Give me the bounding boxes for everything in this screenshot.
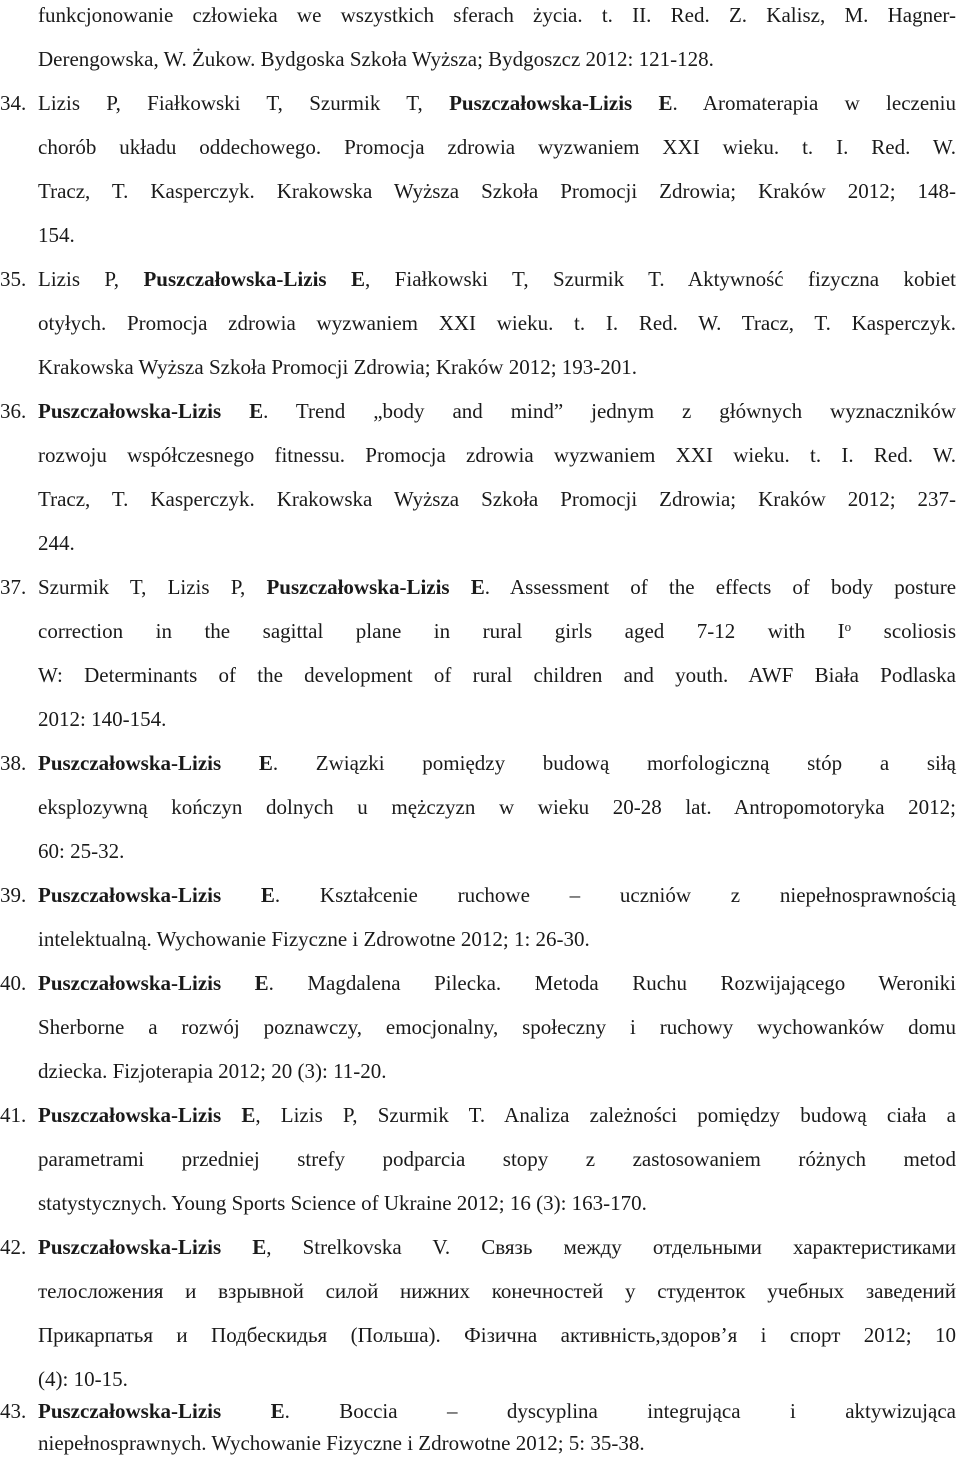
reference-text: niepełnosprawnych. Wychowanie Fizyczne i Zdrowotne 2012; 5: 35-38.: [38, 1431, 645, 1455]
reference-author-highlight: Puszczałowska-Lizis E: [38, 883, 275, 907]
reference-title: . Kształcenie ruchowe – uczniów z niepełnosprawnością: [274, 883, 956, 907]
reference-text: dziecka. Fizjoterapia 2012; 20 (3): 11-20.: [38, 1059, 387, 1083]
reference-41-line-2: [38, 1144, 956, 1174]
reference-author-highlight: Puszczałowska-Lizis E: [38, 751, 273, 775]
reference-number: 38.: [0, 751, 27, 775]
reference-title: . Boccia – dyscyplina integrująca i aktywizująca: [284, 1399, 956, 1423]
reference-35: [0, 264, 956, 294]
reference-author-highlight: Puszczałowska-Lizis E: [449, 91, 673, 115]
reference-36-line-4: [38, 528, 956, 558]
reference-text: 60: 25-32.: [38, 839, 125, 863]
reference-title: , Strelkovska V. Связь между отдельными характеристиками: [266, 1235, 956, 1259]
reference-38-line-2: [38, 792, 956, 822]
reference-text: 154.: [38, 223, 75, 247]
reference-33-line-1: [38, 0, 956, 30]
reference-34-line-2: [38, 132, 956, 162]
reference-authors: Lizis P, Fiałkowski T, Szurmik T,: [38, 91, 423, 115]
reference-35-line-3: [38, 352, 956, 382]
reference-author-highlight: Puszczałowska-Lizis E: [38, 1235, 267, 1259]
reference-title: . Magdalena Pilecka. Metoda Ruchu Rozwijającego Weroniki: [268, 971, 956, 995]
reference-text: 244.: [38, 531, 75, 555]
reference-40-line-2: [38, 1012, 956, 1042]
reference-number: 35.: [0, 267, 27, 291]
reference-text: correction in the sagittal plane in rural girls aged 7-12 with I: [38, 619, 845, 643]
reference-title: . Assessment of the effects of body posture: [484, 575, 957, 599]
reference-text: intelektualną. Wychowanie Fizyczne i Zdrowotne 2012; 1: 26-30.: [38, 927, 590, 951]
reference-text: W: Determinants of the development of rural children and youth. AWF Biała Podlaska: [38, 663, 956, 687]
reference-33-line-2: [38, 44, 956, 74]
reference-37-line-4: [38, 704, 956, 734]
reference-number: 42.: [0, 1235, 27, 1259]
reference-author-highlight: Puszczałowska-Lizis E: [38, 971, 269, 995]
reference-34: [0, 88, 956, 118]
reference-42-line-3: [38, 1320, 956, 1350]
reference-text: statystycznych. Young Sports Science of Ukraine 2012; 16 (3): 163-170.: [38, 1191, 647, 1215]
reference-37-line-2: [38, 616, 956, 646]
reference-34-line-3: [38, 176, 956, 206]
reference-38: [0, 748, 956, 778]
reference-text: Sherborne a rozwój poznawczy, emocjonalny, społeczny i ruchowy wychowanków domu: [38, 1015, 956, 1039]
reference-author-highlight: Puszczałowska-Lizis E: [38, 399, 264, 423]
reference-text: Прикарпатья и Подбеcкидья (Польша). Фізична активність,здоров’я і спорт 2012; 10: [38, 1323, 956, 1347]
reference-34-line-4: [38, 220, 956, 250]
reference-author-highlight: Puszczałowska-Lizis E: [38, 1103, 256, 1127]
reference-title: . Trend „body and mind” jednym z głównych wyznaczników: [263, 399, 956, 423]
degree-superscript: o: [844, 619, 852, 634]
reference-41-line-3: [38, 1188, 956, 1218]
reference-text: rozwoju współczesnego fitnessu. Promocja zdrowia wyzwaniem XXI wieku. t. I. Red. W.: [38, 443, 956, 467]
reference-authors: Szurmik T, Lizis P,: [38, 575, 246, 599]
reference-authors: Lizis P,: [38, 267, 120, 291]
reference-43: [0, 1396, 956, 1426]
reference-text: Tracz, T. Kasperczyk. Krakowska Wyższa Szkoła Promocji Zdrowia; Kraków 2012; 148-: [38, 179, 956, 203]
reference-36: [0, 396, 956, 426]
reference-author-highlight: Puszczałowska-Lizis E: [266, 575, 485, 599]
reference-text: otyłych. Promocja zdrowia wyzwaniem XXI wieku. t. I. Red. W. Tracz, T. Kasperczyk.: [38, 311, 956, 335]
reference-43-line-2: [38, 1428, 956, 1458]
reference-33-text-1: funkcjonowanie człowieka we wszystkich sferach życia. t. II. Red. Z. Kalisz, M. Hagner-: [38, 3, 956, 27]
reference-37-line-3: [38, 660, 956, 690]
reference-42: [0, 1232, 956, 1262]
reference-text: Krakowska Wyższa Szkoła Promocji Zdrowia; Kraków 2012; 193-201.: [38, 355, 638, 379]
reference-37: [0, 572, 956, 602]
reference-number: 39.: [0, 883, 27, 907]
reference-38-line-3: [38, 836, 956, 866]
reference-text: chorób układu oddechowego. Promocja zdrowia wyzwaniem XXI wieku. t. I. Red. W.: [38, 135, 956, 159]
reference-title: , Lizis P, Szurmik T. Analiza zależności pomiędzy budową ciała a: [255, 1103, 956, 1127]
reference-41: [0, 1100, 956, 1130]
reference-text: parametrami przedniej strefy podparcia stopy z zastosowaniem różnych metod: [38, 1147, 956, 1171]
reference-39: [0, 880, 956, 910]
reference-36-line-3: [38, 484, 956, 514]
reference-title: , Fiałkowski T, Szurmik T. Aktywność fizyczna kobiet: [365, 267, 957, 291]
reference-number: 37.: [0, 575, 27, 599]
reference-35-line-2: [38, 308, 956, 338]
reference-text: Tracz, T. Kasperczyk. Krakowska Wyższa Szkoła Promocji Zdrowia; Kraków 2012; 237-: [38, 487, 956, 511]
reference-number: 41.: [0, 1103, 27, 1127]
reference-text: телосложения и взрывной силой нижних конечностей у студенток учебных заведений: [38, 1279, 956, 1303]
reference-author-highlight: Puszczałowska-Lizis E: [38, 1399, 285, 1423]
reference-40: [0, 968, 956, 998]
reference-title: . Związki pomiędzy budową morfologiczną stóp a siłą: [272, 751, 956, 775]
reference-number: 40.: [0, 971, 27, 995]
reference-number: 36.: [0, 399, 27, 423]
reference-42-line-4: [38, 1364, 956, 1394]
reference-42-line-2: [38, 1276, 956, 1306]
reference-title: . Aromaterapia w leczeniu: [672, 91, 957, 115]
reference-text: 2012: 140-154.: [38, 707, 167, 731]
reference-text: scoliosis: [851, 619, 956, 643]
reference-author-highlight: Puszczałowska-Lizis E: [143, 267, 366, 291]
reference-40-line-3: [38, 1056, 956, 1086]
reference-text: (4): 10-15.: [38, 1367, 128, 1391]
reference-number: 43.: [0, 1399, 27, 1423]
reference-number: 34.: [0, 91, 27, 115]
reference-text: eksplozywną kończyn dolnych u mężczyzn w wieku 20-28 lat. Antropomotoryka 2012;: [38, 795, 956, 819]
reference-39-line-2: [38, 924, 956, 954]
reference-33-text-2: Derengowska, W. Żukow. Bydgoska Szkoła Wyższa; Bydgoszcz 2012: 121-128.: [38, 47, 714, 71]
reference-36-line-2: [38, 440, 956, 470]
